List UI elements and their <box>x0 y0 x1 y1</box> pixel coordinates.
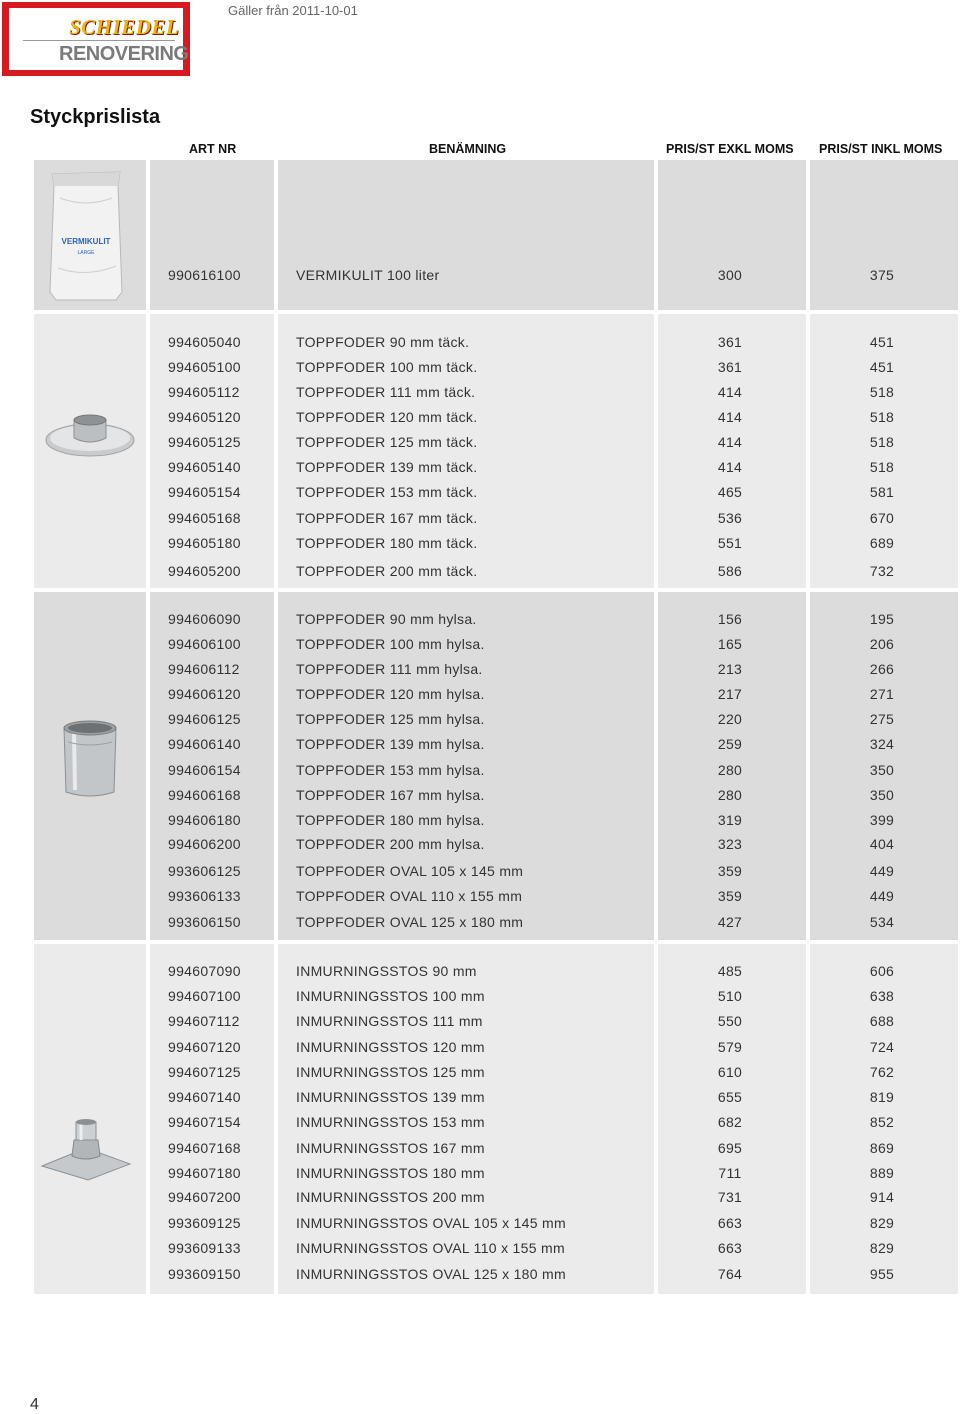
table-row <box>34 1039 958 1059</box>
table-row <box>34 484 958 504</box>
product-name-cell: INMURNINGSSTOS 100 mm <box>296 988 485 1004</box>
product-name-cell: TOPPFODER 200 mm hylsa. <box>296 836 485 852</box>
price-incl-cell: 266 <box>869 661 895 677</box>
price-excl-cell: 655 <box>717 1089 743 1105</box>
price-incl-cell: 451 <box>869 334 895 350</box>
price-excl-cell: 764 <box>717 1266 743 1282</box>
art-nr-cell: 993609150 <box>168 1266 241 1282</box>
product-name-cell: INMURNINGSSTOS 200 mm <box>296 1189 485 1205</box>
art-nr-cell: 994606154 <box>168 762 241 778</box>
art-nr-cell: 994607112 <box>168 1013 240 1029</box>
price-incl-cell: 404 <box>869 836 895 852</box>
price-incl-cell: 518 <box>869 384 895 400</box>
price-excl-cell: 156 <box>717 611 743 627</box>
art-nr-cell: 994606090 <box>168 611 241 627</box>
art-nr-cell: 994606112 <box>168 661 240 677</box>
art-nr-cell: 994607180 <box>168 1165 241 1181</box>
table-row <box>34 434 958 454</box>
price-incl-cell: 889 <box>869 1165 895 1181</box>
table-row <box>34 1189 958 1209</box>
price-excl-cell: 485 <box>717 963 743 979</box>
table-row <box>34 384 958 404</box>
table-row <box>34 711 958 731</box>
art-nr-cell: 994606125 <box>168 711 241 727</box>
product-name-cell: TOPPFODER 100 mm täck. <box>296 359 478 375</box>
table-row <box>34 787 958 807</box>
table-row <box>34 988 958 1008</box>
price-excl-cell: 663 <box>717 1215 743 1231</box>
price-incl-cell: 518 <box>869 409 895 425</box>
page-title: Styckprislista <box>30 106 161 128</box>
table-row <box>34 359 958 379</box>
price-excl-cell: 536 <box>717 510 743 526</box>
art-nr-cell: 993609125 <box>168 1215 241 1231</box>
svg-text:LARGE: LARGE <box>77 250 95 256</box>
product-name-cell: TOPPFODER 139 mm hylsa. <box>296 736 485 752</box>
product-name-cell: TOPPFODER 90 mm täck. <box>296 334 470 350</box>
price-incl-cell: 732 <box>869 563 895 579</box>
art-nr-cell: 994607090 <box>168 963 241 979</box>
price-incl-cell: 724 <box>869 1039 895 1055</box>
price-incl-cell: 688 <box>869 1013 895 1029</box>
price-excl-cell: 414 <box>717 459 743 475</box>
product-name-cell: TOPPFODER 111 mm hylsa. <box>296 661 483 677</box>
logo-subtitle: RENOVERING <box>59 43 189 65</box>
column-header-price-incl: PRIS/ST INKL MOMS <box>819 142 943 156</box>
art-nr-cell: 994605120 <box>168 409 241 425</box>
art-nr-cell: 994606100 <box>168 636 241 652</box>
art-nr-cell: 994607140 <box>168 1089 241 1105</box>
price-incl-cell: 914 <box>869 1189 895 1205</box>
product-name-cell: TOPPFODER 167 mm täck. <box>296 510 478 526</box>
art-nr-cell: 993609133 <box>168 1240 241 1256</box>
art-nr-cell: 994605200 <box>168 563 241 579</box>
price-excl-cell: 361 <box>717 334 743 350</box>
price-excl-cell: 510 <box>717 988 743 1004</box>
price-excl-cell: 427 <box>717 914 743 930</box>
table-row <box>34 510 958 530</box>
price-excl-cell: 551 <box>717 535 743 551</box>
price-incl-cell: 689 <box>869 535 895 551</box>
price-incl-cell: 449 <box>869 888 895 904</box>
table-row <box>34 409 958 429</box>
art-nr-cell: 994606140 <box>168 736 241 752</box>
table-row <box>34 1140 958 1160</box>
column-header-art-nr: ART NR <box>189 142 237 156</box>
table-row <box>34 535 958 555</box>
table-row <box>34 1114 958 1134</box>
art-nr-cell: 994605100 <box>168 359 241 375</box>
price-incl-cell: 518 <box>869 434 895 450</box>
table-row <box>34 762 958 782</box>
art-nr-cell: 994606200 <box>168 836 241 852</box>
art-nr-cell: 994607100 <box>168 988 241 1004</box>
product-name-cell: TOPPFODER 153 mm täck. <box>296 484 478 500</box>
price-excl-cell: 359 <box>717 888 743 904</box>
art-nr-cell: 994607120 <box>168 1039 241 1055</box>
table-row <box>34 661 958 681</box>
product-name-cell: TOPPFODER 180 mm hylsa. <box>296 812 485 828</box>
product-name-cell: TOPPFODER 139 mm täck. <box>296 459 478 475</box>
price-incl-cell: 852 <box>869 1114 895 1130</box>
art-nr-cell: 993606125 <box>168 863 241 879</box>
product-name-cell: TOPPFODER 200 mm täck. <box>296 563 478 579</box>
product-name-cell: INMURNINGSSTOS 153 mm <box>296 1114 485 1130</box>
price-excl-cell: 695 <box>717 1140 743 1156</box>
product-name-cell: TOPPFODER 90 mm hylsa. <box>296 611 477 627</box>
table-row <box>34 636 958 656</box>
table-row <box>34 459 958 479</box>
price-excl-cell: 610 <box>717 1064 743 1080</box>
art-nr-cell: 994607125 <box>168 1064 241 1080</box>
art-nr-cell: 994607154 <box>168 1114 241 1130</box>
art-nr-cell: 990616100 <box>168 267 241 283</box>
table-row <box>34 1165 958 1185</box>
price-excl-cell: 280 <box>717 762 743 778</box>
price-excl-cell: 361 <box>717 359 743 375</box>
price-excl-cell: 319 <box>717 812 743 828</box>
price-incl-cell: 350 <box>869 762 895 778</box>
price-incl-cell: 829 <box>869 1240 895 1256</box>
price-incl-cell: 518 <box>869 459 895 475</box>
price-excl-cell: 300 <box>717 267 743 283</box>
art-nr-cell: 993606133 <box>168 888 241 904</box>
table-row <box>34 1215 958 1235</box>
product-name-cell: INMURNINGSSTOS OVAL 105 x 145 mm <box>296 1215 566 1231</box>
schiedel-logo <box>2 2 190 76</box>
table-row <box>34 888 958 908</box>
product-name-cell: INMURNINGSSTOS OVAL 125 x 180 mm <box>296 1266 566 1282</box>
price-incl-cell: 324 <box>869 736 895 752</box>
price-excl-cell: 465 <box>717 484 743 500</box>
price-excl-cell: 414 <box>717 384 743 400</box>
product-name-cell: INMURNINGSSTOS 180 mm <box>296 1165 485 1181</box>
art-nr-cell: 994606120 <box>168 686 241 702</box>
page-number: 4 <box>30 1396 39 1413</box>
price-incl-cell: 762 <box>869 1064 895 1080</box>
product-name-cell: TOPPFODER 100 mm hylsa. <box>296 636 485 652</box>
price-excl-cell: 414 <box>717 409 743 425</box>
price-excl-cell: 217 <box>717 686 743 702</box>
price-incl-cell: 638 <box>869 988 895 1004</box>
art-nr-cell: 994605040 <box>168 334 241 350</box>
price-incl-cell: 819 <box>869 1089 895 1105</box>
product-name-cell: INMURNINGSSTOS 125 mm <box>296 1064 485 1080</box>
product-name-cell: TOPPFODER 180 mm täck. <box>296 535 478 551</box>
price-incl-cell: 195 <box>869 611 895 627</box>
product-name-cell: TOPPFODER 125 mm täck. <box>296 434 478 450</box>
price-excl-cell: 579 <box>717 1039 743 1055</box>
table-row <box>34 914 958 934</box>
price-incl-cell: 451 <box>869 359 895 375</box>
price-excl-cell: 711 <box>718 1165 742 1181</box>
product-name-cell: TOPPFODER 120 mm täck. <box>296 409 478 425</box>
product-name-cell: INMURNINGSSTOS 120 mm <box>296 1039 485 1055</box>
product-name-cell: TOPPFODER 111 mm täck. <box>296 384 476 400</box>
price-incl-cell: 275 <box>869 711 895 727</box>
table-row <box>34 812 958 832</box>
art-nr-cell: 994605140 <box>168 459 241 475</box>
price-incl-cell: 375 <box>869 267 895 283</box>
table-row <box>34 1013 958 1033</box>
table-row <box>34 863 958 883</box>
table-row <box>34 1089 958 1109</box>
art-nr-cell: 994607200 <box>168 1189 241 1205</box>
product-name-cell: INMURNINGSSTOS 111 mm <box>296 1013 483 1029</box>
art-nr-cell: 994606180 <box>168 812 241 828</box>
art-nr-cell: 994607168 <box>168 1140 241 1156</box>
art-nr-cell: 994606168 <box>168 787 241 803</box>
table-row <box>34 563 958 583</box>
price-incl-cell: 350 <box>869 787 895 803</box>
price-excl-cell: 213 <box>717 661 743 677</box>
price-excl-cell: 550 <box>717 1013 743 1029</box>
price-incl-cell: 606 <box>869 963 895 979</box>
price-excl-cell: 220 <box>717 711 743 727</box>
art-nr-cell: 993606150 <box>168 914 241 930</box>
table-row <box>34 736 958 756</box>
svg-text:VERMIKULIT: VERMIKULIT <box>61 237 111 246</box>
price-excl-cell: 165 <box>717 636 743 652</box>
price-incl-cell: 399 <box>869 812 895 828</box>
price-incl-cell: 581 <box>869 484 895 500</box>
table-row <box>34 1064 958 1084</box>
price-excl-cell: 586 <box>717 563 743 579</box>
price-excl-cell: 414 <box>717 434 743 450</box>
logo-panel <box>9 8 189 70</box>
price-incl-cell: 955 <box>869 1266 895 1282</box>
product-name-cell: TOPPFODER 120 mm hylsa. <box>296 686 485 702</box>
table-row <box>34 611 958 631</box>
table-row <box>34 334 958 354</box>
table-row <box>34 963 958 983</box>
price-incl-cell: 670 <box>869 510 895 526</box>
price-excl-cell: 731 <box>717 1189 743 1205</box>
price-excl-cell: 259 <box>717 736 743 752</box>
price-excl-cell: 280 <box>717 787 743 803</box>
column-header-price-excl: PRIS/ST EXKL MOMS <box>666 142 794 156</box>
art-nr-cell: 994605180 <box>168 535 241 551</box>
product-name-cell: INMURNINGSSTOS 90 mm <box>296 963 477 979</box>
logo-divider <box>23 40 175 41</box>
price-incl-cell: 869 <box>869 1140 895 1156</box>
price-incl-cell: 829 <box>869 1215 895 1231</box>
price-excl-cell: 663 <box>717 1240 743 1256</box>
art-nr-cell: 994605112 <box>168 384 240 400</box>
product-name-cell: INMURNINGSSTOS 167 mm <box>296 1140 485 1156</box>
valid-from-date: Gäller från 2011-10-01 <box>228 3 358 18</box>
table-row <box>34 1240 958 1260</box>
product-name-cell: TOPPFODER 125 mm hylsa. <box>296 711 485 727</box>
table-row <box>34 1266 958 1286</box>
art-nr-cell: 994605125 <box>168 434 241 450</box>
table-row <box>34 686 958 706</box>
product-name-cell: TOPPFODER OVAL 105 x 145 mm <box>296 863 524 879</box>
table-row <box>34 267 958 287</box>
group-band-vermikulit <box>34 160 958 310</box>
product-name-cell: TOPPFODER OVAL 125 x 180 mm <box>296 914 524 930</box>
product-name-cell: TOPPFODER 167 mm hylsa. <box>296 787 485 803</box>
product-name-cell: TOPPFODER OVAL 110 x 155 mm <box>296 888 523 904</box>
product-name-cell: INMURNINGSSTOS 139 mm <box>296 1089 485 1105</box>
price-incl-cell: 534 <box>869 914 895 930</box>
price-excl-cell: 359 <box>717 863 743 879</box>
art-nr-cell: 994605154 <box>168 484 241 500</box>
product-name-cell: VERMIKULIT 100 liter <box>296 267 440 283</box>
table-row <box>34 836 958 856</box>
art-nr-cell: 994605168 <box>168 510 241 526</box>
column-header-name: BENÄMNING <box>429 142 507 156</box>
product-name-cell: TOPPFODER 153 mm hylsa. <box>296 762 485 778</box>
price-excl-cell: 323 <box>717 836 743 852</box>
price-excl-cell: 682 <box>717 1114 743 1130</box>
price-incl-cell: 206 <box>869 636 895 652</box>
price-incl-cell: 449 <box>869 863 895 879</box>
logo-brand: SCHIEDEL <box>69 15 180 39</box>
product-name-cell: INMURNINGSSTOS OVAL 110 x 155 mm <box>296 1240 565 1256</box>
price-incl-cell: 271 <box>869 686 895 702</box>
